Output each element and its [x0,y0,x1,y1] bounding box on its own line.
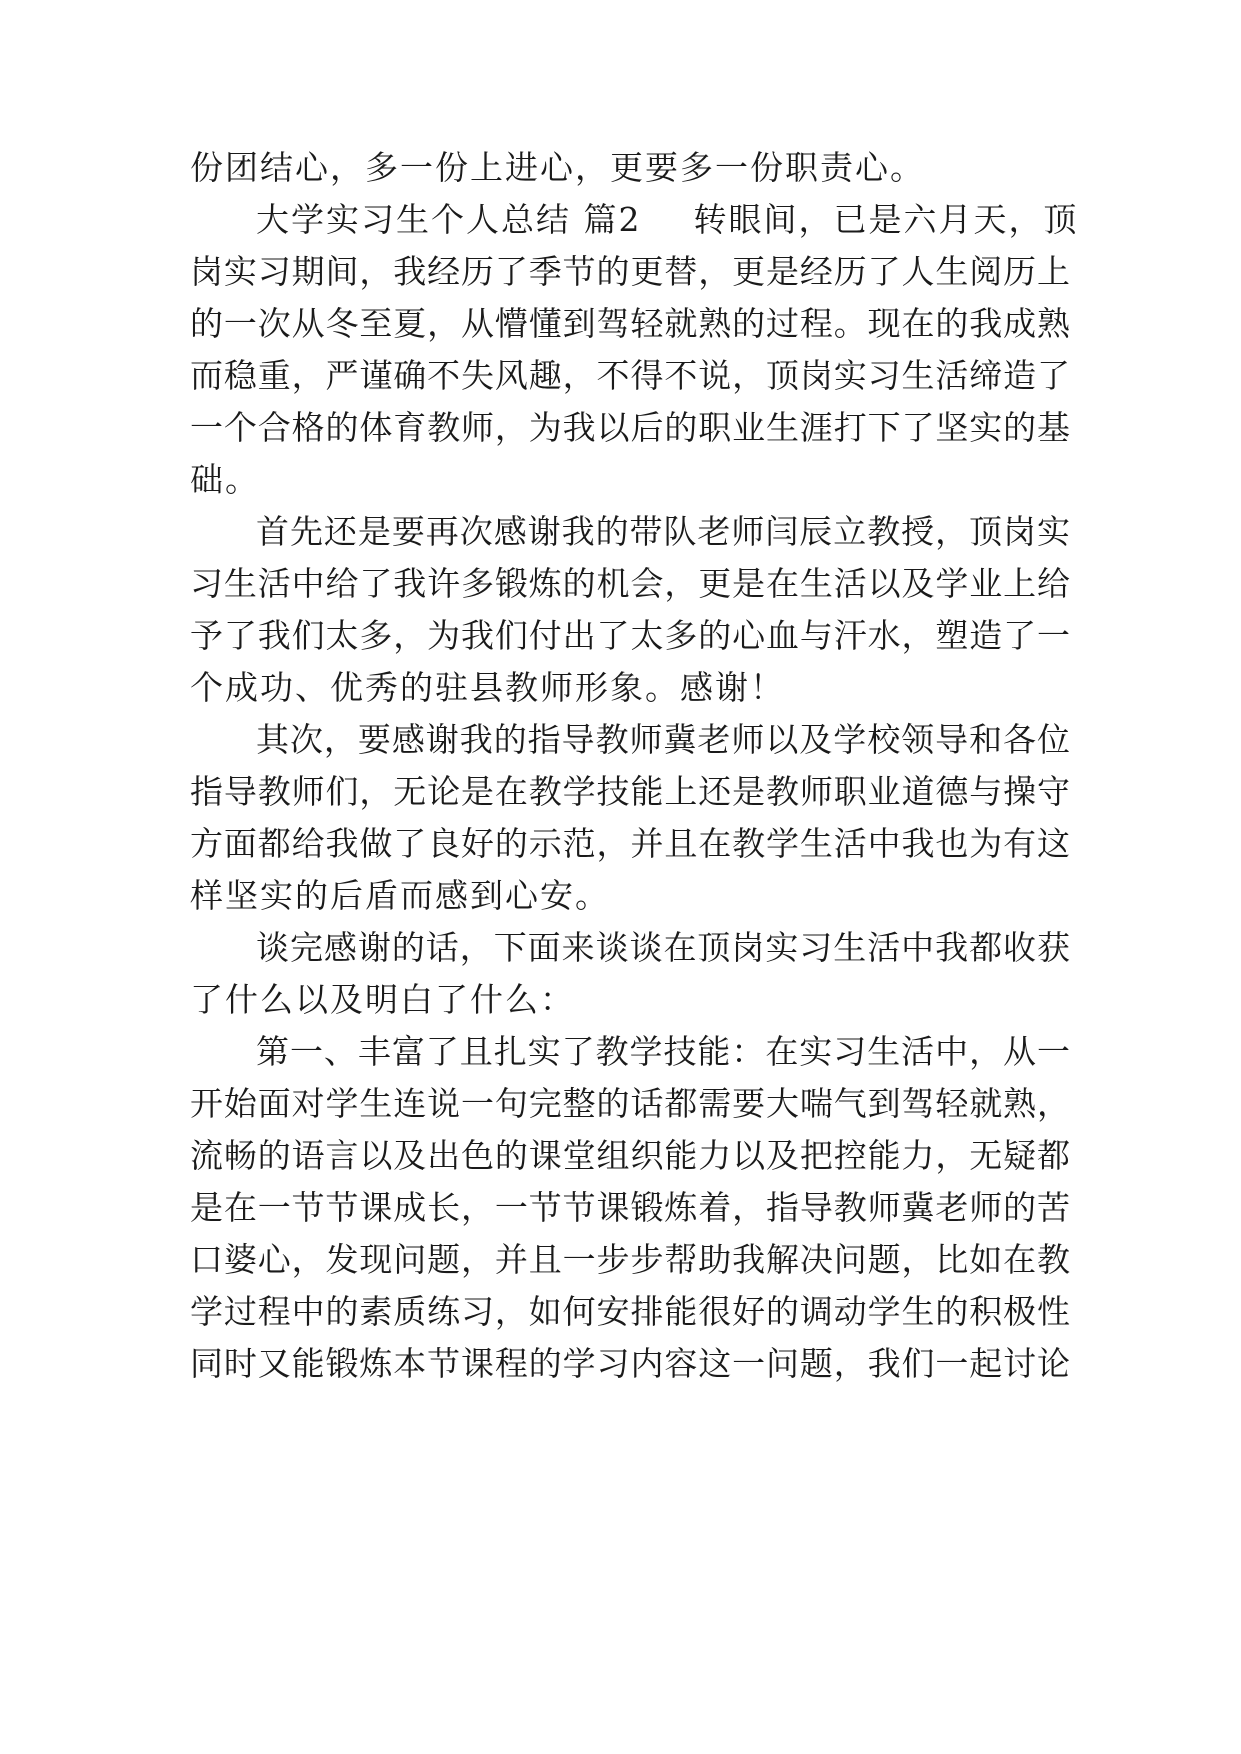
text-line: 其次，要感谢我的指导教师冀老师以及学校领导和各位 [256,720,1070,759]
text-line: 谈完感谢的话，下面来谈谈在顶岗实习生活中我都收获 [256,928,1070,967]
text-line: 习生活中给了我许多锻炼的机会，更是在生活以及学业上给 [190,564,1070,603]
text-line: 转眼间，已是六月天，顶 [693,200,1079,239]
section-heading: 大学实习生个人总结 篇2 [256,200,642,239]
text-line: 份团结心，多一份上进心，更要多一份职责心。 [190,148,925,187]
text-line: 了什么以及明白了什么： [190,980,575,1019]
text-line: 样坚实的后盾而感到心安。 [190,876,610,915]
text-line: 指导教师们，无论是在教学技能上还是教师职业道德与操守 [190,772,1070,811]
text-line: 流畅的语言以及出色的课堂组织能力以及把控能力，无疑都 [190,1136,1070,1175]
text-line: 而稳重，严谨确不失风趣，不得不说，顶岗实习生活缔造了 [190,356,1070,395]
text-line: 学过程中的素质练习，如何安排能很好的调动学生的积极性 [190,1292,1070,1331]
text-line: 的一次从冬至夏，从懵懂到驾轻就熟的过程。现在的我成熟 [190,304,1070,343]
text-line: 口婆心，发现问题，并且一步步帮助我解决问题，比如在教 [190,1240,1070,1279]
text-line: 第一、丰富了且扎实了教学技能：在实习生活中，从一 [256,1032,1070,1071]
text-line: 个成功、优秀的驻县教师形象。感谢！ [190,668,785,707]
text-line: 是在一节节课成长，一节节课锻炼着，指导教师冀老师的苦 [190,1188,1070,1227]
text-line: 岗实习期间，我经历了季节的更替，更是经历了人生阅历上 [190,252,1070,291]
section-heading-line [190,200,1079,240]
text-line: 开始面对学生连说一句完整的话都需要大喘气到驾轻就熟， [190,1084,1070,1123]
text-line: 予了我们太多，为我们付出了太多的心血与汗水，塑造了一 [190,616,1070,655]
text-line: 础。 [190,460,260,499]
text-line: 同时又能锻炼本节课程的学习内容这一问题，我们一起讨论 [190,1344,1070,1383]
text-line: 一个合格的体育教师，为我以后的职业生涯打下了坚实的基 [190,408,1070,447]
text-line: 方面都给我做了良好的示范，并且在教学生活中我也为有这 [190,824,1070,863]
text-line: 首先还是要再次感谢我的带队老师闫辰立教授，顶岗实 [256,512,1070,551]
